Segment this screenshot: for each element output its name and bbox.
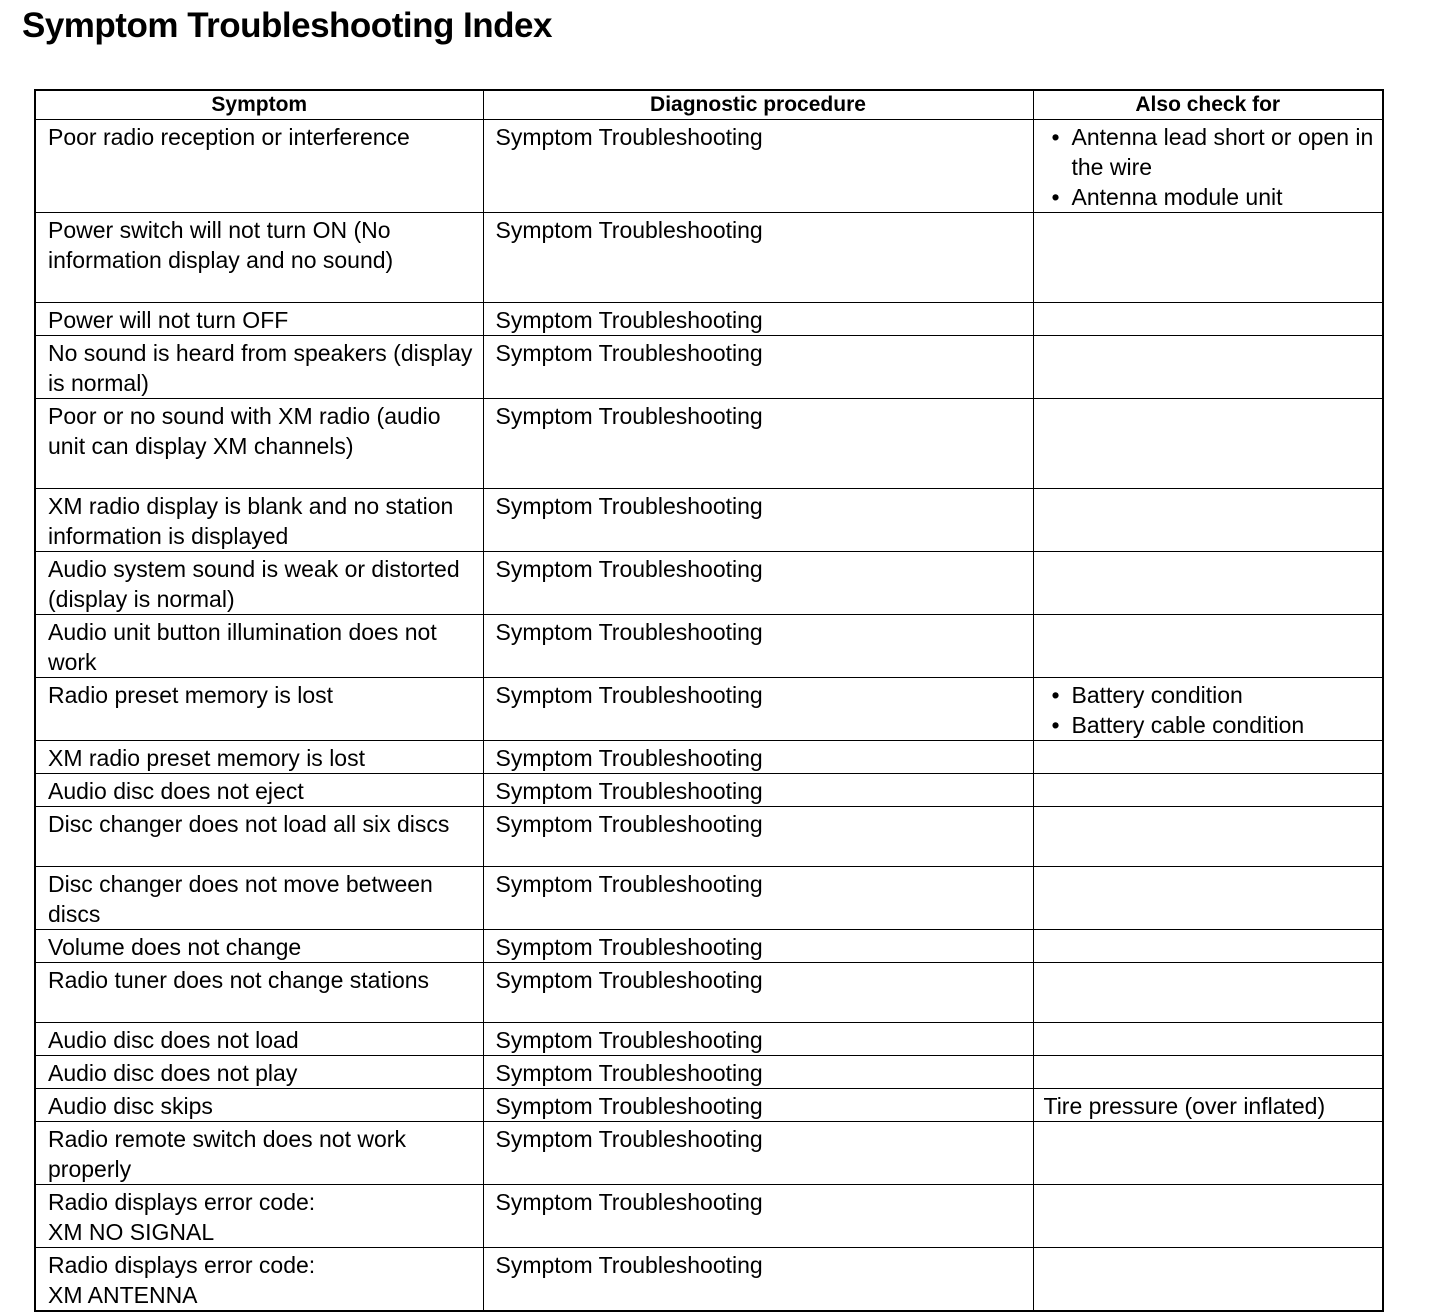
table-row (35, 399, 1383, 489)
procedure-cell: Symptom Troubleshooting (483, 1056, 1033, 1089)
table-row (35, 303, 1383, 336)
table-row (35, 213, 1383, 303)
header-procedure: Diagnostic procedure (483, 90, 1033, 120)
procedure-cell: Symptom Troubleshooting (483, 399, 1033, 489)
also-check-cell (1033, 930, 1383, 963)
symptom-cell: Power will not turn OFF (35, 303, 483, 336)
also-check-cell (1033, 678, 1383, 741)
procedure-cell: Symptom Troubleshooting (483, 213, 1033, 303)
table-row (35, 963, 1383, 1023)
symptom-cell: Poor or no sound with XM radio (audio unit can display XM channels) (35, 399, 483, 489)
also-check-cell (1033, 213, 1383, 303)
table-row (35, 489, 1383, 552)
table-row (35, 552, 1383, 615)
symptom-cell: XM radio display is blank and no station information is displayed (35, 489, 483, 552)
symptom-line: Radio displays error code: (48, 1189, 316, 1215)
also-check-list (1046, 122, 1379, 212)
table-row (35, 615, 1383, 678)
procedure-cell: Symptom Troubleshooting (483, 678, 1033, 741)
symptom-cell: Disc changer does not load all six discs (35, 807, 483, 867)
symptom-cell: Audio disc does not play (35, 1056, 483, 1089)
also-check-cell (1033, 399, 1383, 489)
symptom-cell: Audio disc skips (35, 1089, 483, 1122)
also-check-cell (1033, 807, 1383, 867)
symptom-cell: Power switch will not turn ON (No information display and no sound) (35, 213, 483, 303)
symptom-cell: Audio disc does not eject (35, 774, 483, 807)
also-check-cell (1033, 1185, 1383, 1248)
also-check-cell: Tire pressure (over inflated) (1033, 1089, 1383, 1122)
symptom-cell (35, 1248, 483, 1312)
symptom-cell: Radio preset memory is lost (35, 678, 483, 741)
table-row (35, 1185, 1383, 1248)
procedure-cell: Symptom Troubleshooting (483, 552, 1033, 615)
symptom-line: XM NO SIGNAL (48, 1219, 215, 1245)
list-item: • Antenna lead short or open in the wire (1046, 122, 1379, 182)
symptom-cell: Audio system sound is weak or distorted (display is normal) (35, 552, 483, 615)
also-check-cell (1033, 1248, 1383, 1312)
also-check-cell (1033, 615, 1383, 678)
procedure-cell: Symptom Troubleshooting (483, 1023, 1033, 1056)
table-row (35, 1056, 1383, 1089)
procedure-cell: Symptom Troubleshooting (483, 774, 1033, 807)
procedure-cell: Symptom Troubleshooting (483, 741, 1033, 774)
page-title: Symptom Troubleshooting Index (22, 6, 552, 45)
also-check-cell (1033, 867, 1383, 930)
table-row (35, 867, 1383, 930)
also-check-cell (1033, 336, 1383, 399)
symptom-cell: No sound is heard from speakers (display is normal) (35, 336, 483, 399)
procedure-cell: Symptom Troubleshooting (483, 963, 1033, 1023)
also-check-cell (1033, 489, 1383, 552)
table-row (35, 1023, 1383, 1056)
procedure-cell: Symptom Troubleshooting (483, 336, 1033, 399)
also-check-cell (1033, 552, 1383, 615)
table-row (35, 120, 1383, 213)
table-row (35, 741, 1383, 774)
procedure-cell: Symptom Troubleshooting (483, 1248, 1033, 1312)
table-row (35, 930, 1383, 963)
table-row (35, 774, 1383, 807)
symptom-cell: Radio tuner does not change stations (35, 963, 483, 1023)
also-check-cell (1033, 1122, 1383, 1185)
also-check-cell (1033, 963, 1383, 1023)
procedure-cell: Symptom Troubleshooting (483, 867, 1033, 930)
procedure-cell: Symptom Troubleshooting (483, 1185, 1033, 1248)
also-check-list (1046, 680, 1379, 740)
procedure-cell: Symptom Troubleshooting (483, 930, 1033, 963)
header-row (35, 90, 1383, 120)
symptom-cell: Disc changer does not move between discs (35, 867, 483, 930)
table-row (35, 807, 1383, 867)
symptom-table (34, 89, 1384, 1312)
symptom-line: Radio displays error code: (48, 1252, 316, 1278)
also-check-cell (1033, 741, 1383, 774)
procedure-cell: Symptom Troubleshooting (483, 1122, 1033, 1185)
table-row (35, 678, 1383, 741)
also-check-cell (1033, 303, 1383, 336)
also-check-cell (1033, 1056, 1383, 1089)
procedure-cell: Symptom Troubleshooting (483, 807, 1033, 867)
symptom-cell: Radio remote switch does not work properly (35, 1122, 483, 1185)
also-check-cell (1033, 1023, 1383, 1056)
table-row (35, 1122, 1383, 1185)
also-check-cell (1033, 120, 1383, 213)
list-item: • Battery cable condition (1046, 710, 1379, 740)
procedure-cell: Symptom Troubleshooting (483, 120, 1033, 213)
procedure-cell: Symptom Troubleshooting (483, 303, 1033, 336)
symptom-cell: Poor radio reception or interference (35, 120, 483, 213)
symptom-cell: Audio unit button illumination does not work (35, 615, 483, 678)
symptom-cell (35, 1185, 483, 1248)
table-row (35, 1248, 1383, 1312)
procedure-cell: Symptom Troubleshooting (483, 1089, 1033, 1122)
procedure-cell: Symptom Troubleshooting (483, 489, 1033, 552)
table-row (35, 1089, 1383, 1122)
header-symptom: Symptom (35, 90, 483, 120)
procedure-cell: Symptom Troubleshooting (483, 615, 1033, 678)
symptom-line: XM ANTENNA (48, 1282, 198, 1308)
table-row (35, 336, 1383, 399)
list-item: • Battery condition (1046, 680, 1379, 710)
also-check-cell (1033, 774, 1383, 807)
symptom-cell: XM radio preset memory is lost (35, 741, 483, 774)
header-also-check: Also check for (1033, 90, 1383, 120)
symptom-cell: Volume does not change (35, 930, 483, 963)
table-body (35, 120, 1383, 1312)
symptom-cell: Audio disc does not load (35, 1023, 483, 1056)
list-item: • Antenna module unit (1046, 182, 1379, 212)
